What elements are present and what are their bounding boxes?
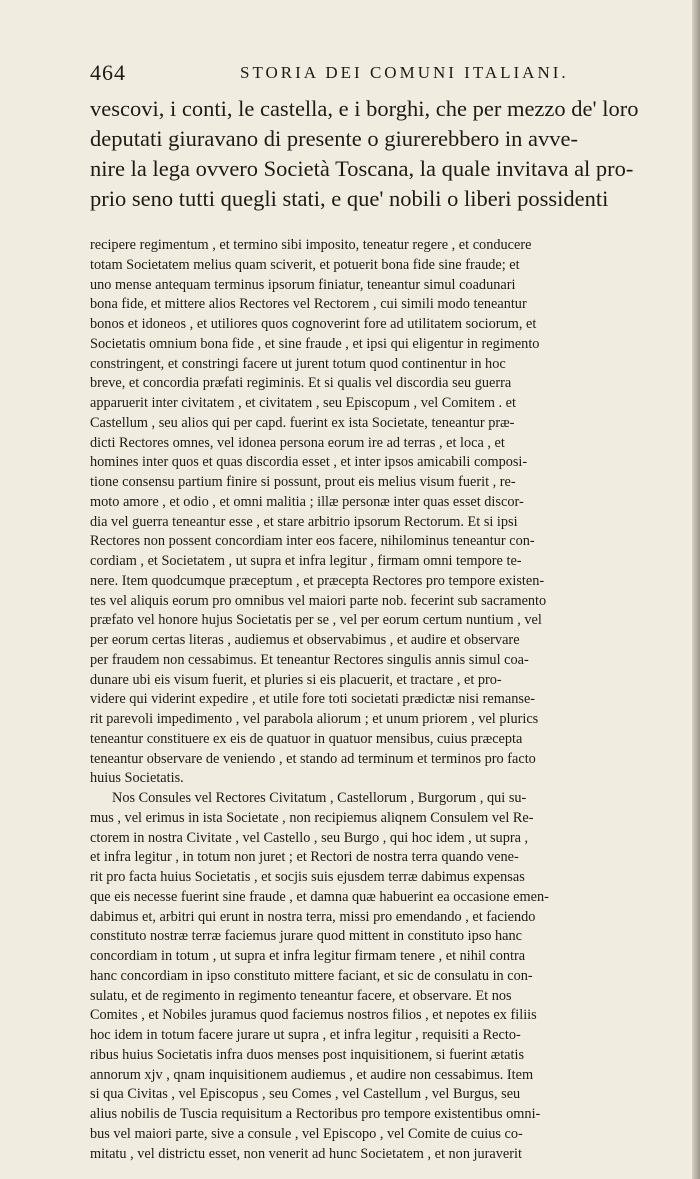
quotation-line: videre qui viderint expedire , et utile fore toti societati prædictæ nisi remanse- bbox=[90, 691, 536, 708]
quotation-line: dicti Rectores omnes, vel idonea persona eorum ire ad terras , et loca , et bbox=[90, 434, 505, 451]
latin-quotation bbox=[90, 236, 678, 1164]
quotation-line: teneantur observare de veniendo , et stando ad terminum et terminos pro facto bbox=[90, 750, 536, 767]
page-header bbox=[90, 60, 670, 88]
quotation-line: hoc idem in totum facere jurare ut supra , et infra legitur , requisiti a Recto- bbox=[90, 1027, 521, 1043]
quotation-line: constituto nostræ terræ faciemus jurare quod mittent in constituto ipso hanc bbox=[90, 928, 523, 945]
main-text-line: nire la lega ovvero Società Toscana, la quale invitava al pro- bbox=[90, 156, 634, 181]
quotation-line: sulatu, et de regimento in regimento teneantur facere, et observare. Et nos bbox=[90, 987, 512, 1004]
quotation-line: ribus huius Societatis infra duos menses post inquisitionem, si fuerint ætatis bbox=[90, 1046, 525, 1063]
quotation-line: tione consensu partium finire si possunt, prout eis melius visum fuerit , re- bbox=[90, 474, 516, 490]
running-head: STORIA DEI COMUNI ITALIANI. bbox=[240, 63, 569, 82]
quotation-line: mus , vel erimus in ista Societate , non recipiemus aliqnem Consulem vel Re- bbox=[90, 809, 534, 826]
quotation-line: apparuerit inter civitatem , et civitatem , seu Episcopum , vel Comitem . et bbox=[90, 395, 517, 411]
quotation-line: tes vel aliquis eorum pro omnibus vel maiori parte nob. fecerint sub sacramento bbox=[90, 592, 547, 609]
quotation-line: Comites , et Nobiles juramus quod faciemus nostros filios , et nepotes ex filiis bbox=[90, 1007, 537, 1024]
quotation-line: præfato vel honore hujus Societatis per se , vel per eorum certum nuntium , vel bbox=[90, 612, 542, 629]
quotation-line: mitatu , vel districtu esset, non venerit ad hunc Societatem , et non juraverit bbox=[90, 1145, 522, 1162]
quotation-line: bonos et idoneos , et utiliores quos cognoverint fore ad utilitatem sociorum, et bbox=[90, 316, 537, 332]
main-text-line: prio seno tutti quegli stati, e que' nobili o liberi possidenti bbox=[90, 186, 609, 211]
quotation-line: per fraudem non cessabimus. Et teneantur Rectores singulis annis simul coa- bbox=[90, 651, 529, 668]
quotation-line: nere. Item quodcumque præceptum , et præcepta Rectores pro tempore existen- bbox=[90, 572, 545, 589]
page-number: 464 bbox=[90, 60, 126, 85]
quotation-line: bona fide, et mittere alios Rectores vel Rectorem , cui simili modo teneantur bbox=[90, 296, 527, 313]
quotation-line: huius Societatis. bbox=[90, 770, 184, 787]
quotation-line: teneantur constituere ex eis de quatuor in quatuor mensibus, cuius præcepta bbox=[90, 730, 523, 747]
quotation-line: Rectores non possent concordiam inter eos facere, nihilominus teneantur con- bbox=[90, 533, 535, 550]
quotation-line: bus vel maiori parte, sive a consule , vel Episcopo , vel Comite de cuius co- bbox=[90, 1125, 523, 1142]
quotation-line: et infra legitur , in totum non juret ; et Rectori de nostra terra quando vene- bbox=[90, 849, 519, 866]
quotation-line: uno mense antequam terminus ipsorum finiatur, teneantur simul coadunari bbox=[90, 276, 516, 293]
quotation-line: dabimus et, arbitri qui erunt in nostra terra, missi pro emendando , et faciendo bbox=[90, 908, 536, 925]
quotation-line: totam Societatem melius quam sciverit, et potuerit bona fide sine fraude; et bbox=[90, 256, 520, 273]
quotation-line: breve, et concordia præfati regiminis. Et si qualis vel discordia seu guerra bbox=[90, 375, 512, 392]
quotation-line: annorum xjv , qnam inquisitionem audiemus , et audire non cessabimus. Item bbox=[90, 1066, 534, 1083]
quotation-line: dia vel guerra teneantur esse , et stare arbitrio ipsorum Rectorum. Et si ipsi bbox=[90, 513, 518, 530]
quotation-line: constringent, et constringi facere ut jurent totum quod continentur in hoc bbox=[90, 355, 506, 372]
quotation-line: rit parevoli impedimento , vel parabola aliorum ; et unum priorem , vel plurics bbox=[90, 711, 539, 727]
quotation-line: moto amore , et odio , et omni malitia ; illæ personæ inter quas esset discor- bbox=[90, 493, 524, 510]
quotation-line: Societatis omnium bona fide , et sine fraude , et ipsi qui eligentur in regimento bbox=[90, 335, 540, 352]
quotation-line: ctorem in nostra Civitate , vel Castello , seu Burgo , qui hoc idem , ut supra , bbox=[90, 829, 529, 846]
quotation-line: dunare ubi eis visum fuerit, et pluries si eis placuerit, et tractare , et pro- bbox=[90, 671, 502, 688]
quotation-line: concordiam in totum , ut supra et infra legitur firmam tenere , et nihil contra bbox=[90, 948, 526, 964]
quotation-line: si qua Civitas , vel Episcopus , seu Comes , vel Castellum , vel Burgus, seu bbox=[90, 1086, 521, 1103]
quotation-line: cordiam , et Societatem , ut supra et infra legitur , firmam omni tempore te- bbox=[90, 553, 522, 569]
quotation-line: que eis necesse fuerint sine fraude , et damna quæ habuerint ea occasione emen- bbox=[90, 888, 549, 905]
main-text-line: deputati giuravano di presente o giurerebbero in avve- bbox=[90, 126, 578, 151]
quotation-line: homines inter quos et quas discordia esset , et inter ipsos amicabili composi- bbox=[90, 454, 528, 471]
quotation-line: rit pro facta huius Societatis , et socjis suis ejusdem terræ dabimus expensas bbox=[90, 869, 525, 885]
quotation-line: Castellum , seu alios qui per capd. fuerint ex ista Societate, teneantur præ- bbox=[90, 414, 515, 431]
quotation-line: per eorum certas literas , audiemus et observabimus , et audire et observare bbox=[90, 632, 520, 648]
quotation-line: recipere regimentum , et termino sibi imposito, teneatur regere , et conducere bbox=[90, 237, 532, 253]
page-edge-shadow bbox=[692, 0, 700, 1179]
main-text-line: vescovi, i conti, le castella, e i borghi, che per mezzo de' loro bbox=[90, 96, 639, 121]
quotation-line: hanc concordiam in ipso constituto mittere faciant, et sic de consulatu in con- bbox=[90, 967, 533, 984]
main-text bbox=[90, 94, 675, 214]
quotation-line: Nos Consules vel Rectores Civitatum , Castellorum , Burgorum , qui su- bbox=[112, 790, 527, 806]
quotation-line: alius nobilis de Tuscia requisitum a Rectoribus pro tempore existentibus omni- bbox=[90, 1106, 541, 1122]
